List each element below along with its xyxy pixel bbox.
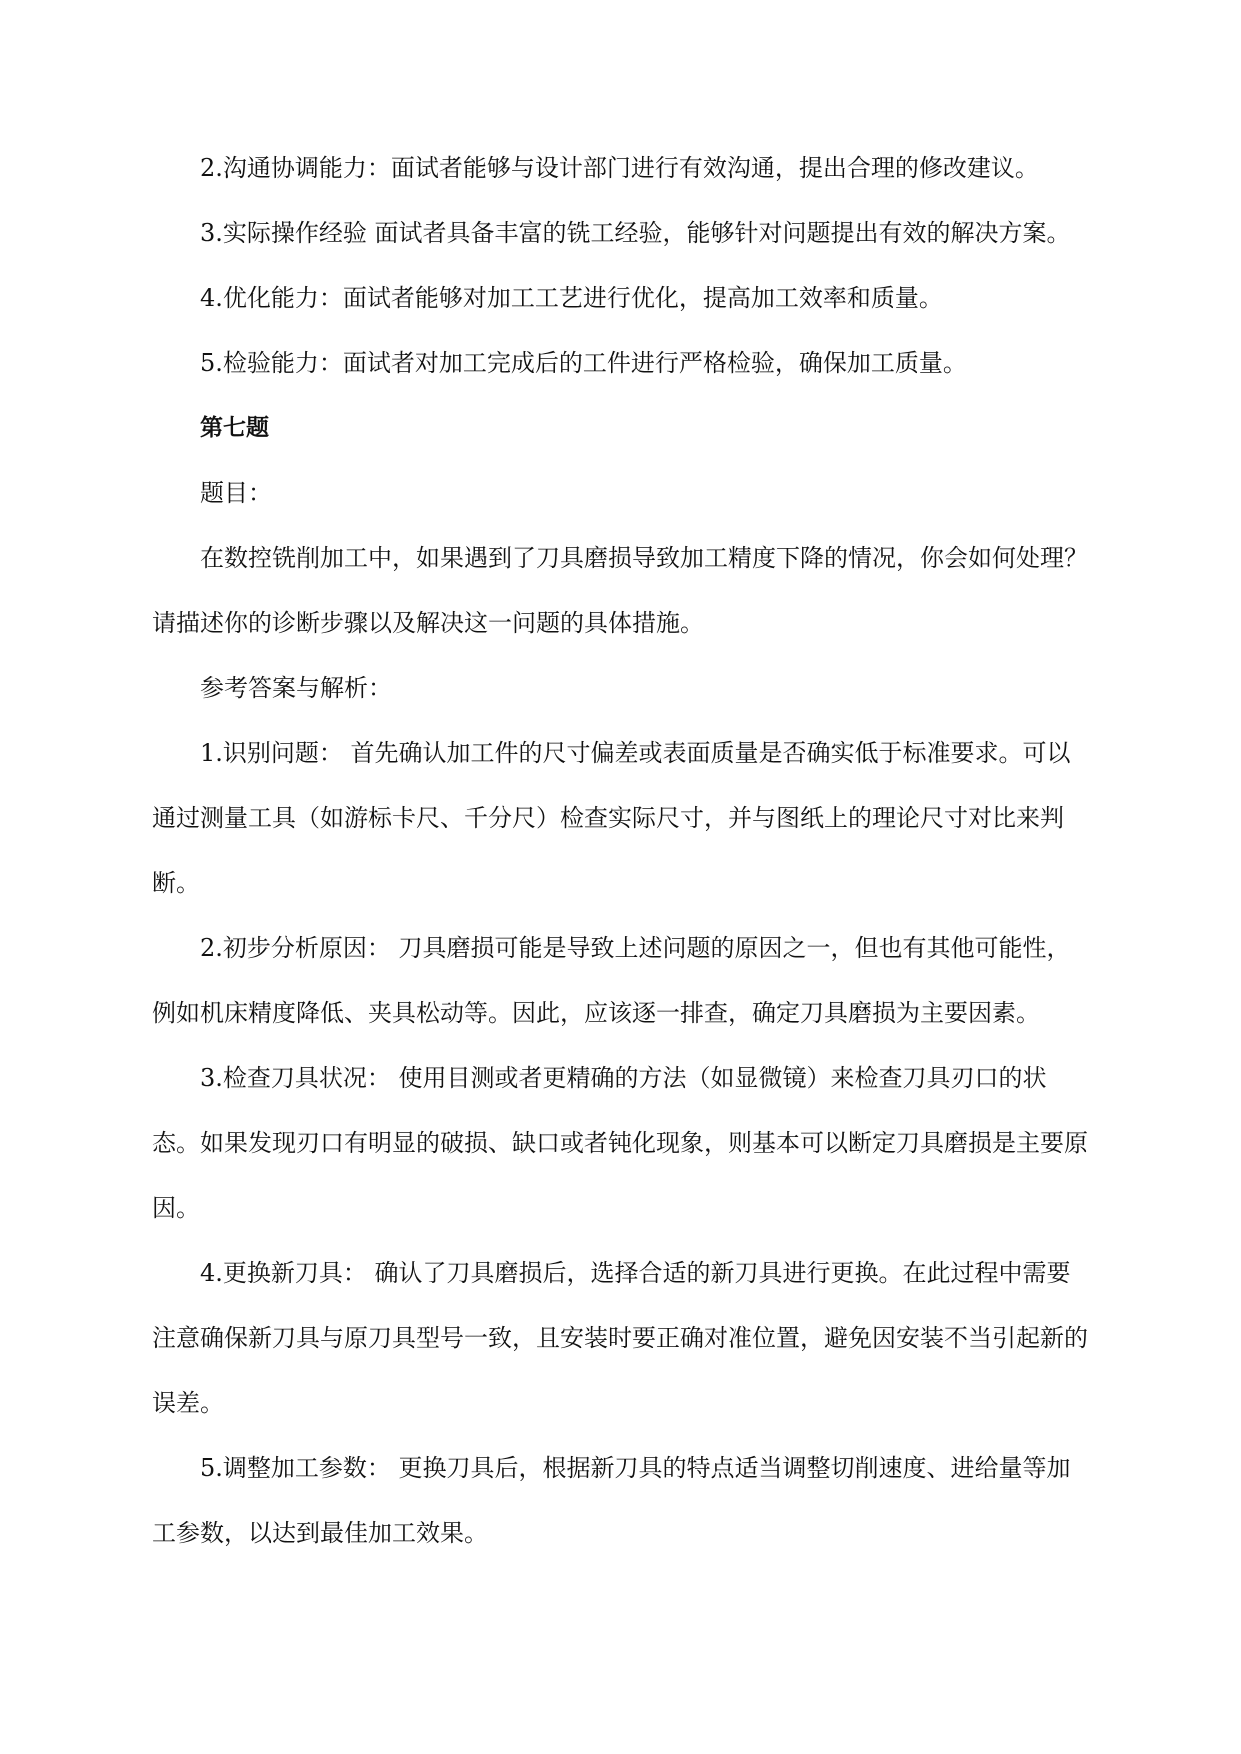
answer-step-2: 2.初步分析原因： 刀具磨损可能是导致上述问题的原因之一，但也有其他可能性，例如机床精度降低、夹具松动等。因此，应该逐一排查，确定刀具磨损为主要因素。 bbox=[152, 934, 1071, 1027]
paragraph-optimization: 4.优化能力：面试者能够对加工工艺进行优化，提高加工效率和质量。 bbox=[200, 284, 943, 312]
answer-label: 参考答案与解析： bbox=[200, 674, 392, 702]
question-label: 题目： bbox=[200, 479, 272, 507]
paragraph-communication: 2.沟通协调能力：面试者能够与设计部门进行有效沟通，提出合理的修改建议。 bbox=[200, 154, 1039, 182]
answer-step-4: 4.更换新刀具： 确认了刀具磨损后，选择合适的新刀具进行更换。在此过程中需要注意确保新刀具与原刀具型号一致，且安装时要正确对准位置，避免因安装不当引起新的误差。 bbox=[152, 1259, 1088, 1417]
question-heading: 第七题 bbox=[200, 415, 269, 441]
document-body bbox=[152, 136, 1092, 1566]
paragraph-inspection: 5.检验能力：面试者对加工完成后的工件进行严格检验，确保加工质量。 bbox=[200, 349, 967, 377]
paragraph-experience: 3.实际操作经验 面试者具备丰富的铣工经验，能够针对问题提出有效的解决方案。 bbox=[200, 219, 1071, 247]
answer-step-5: 5.调整加工参数： 更换刀具后，根据新刀具的特点适当调整切削速度、进给量等加工参数，以达到最佳加工效果。 bbox=[152, 1454, 1071, 1547]
answer-step-1: 1.识别问题： 首先确认加工件的尺寸偏差或表面质量是否确实低于标准要求。可以通过测量工具（如游标卡尺、千分尺）检查实际尺寸，并与图纸上的理论尺寸对比来判断。 bbox=[152, 739, 1071, 897]
answer-step-3: 3.检查刀具状况： 使用目测或者更精确的方法（如显微镜）来检查刀具刃口的状态。如果发现刃口有明显的破损、缺口或者钝化现象，则基本可以断定刀具磨损是主要原因。 bbox=[152, 1064, 1088, 1222]
question-text: 在数控铣削加工中，如果遇到了刀具磨损导致加工精度下降的情况，你会如何处理？请描述你的诊断步骤以及解决这一问题的具体措施。 bbox=[152, 544, 1088, 637]
